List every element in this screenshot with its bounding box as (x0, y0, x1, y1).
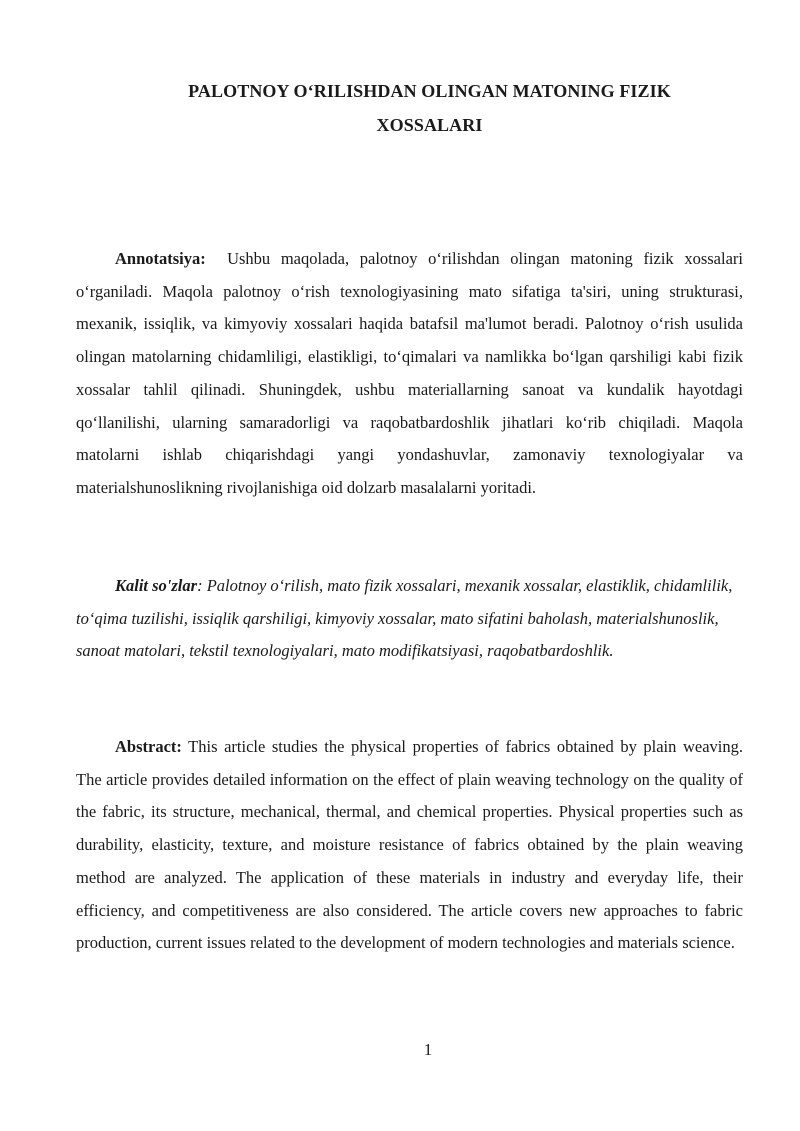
title-line-2: XOSSALARI (376, 115, 483, 135)
page-number: 1 (423, 1040, 433, 1059)
keywords-label: Kalit so'zlar (115, 576, 198, 595)
page-title (76, 74, 743, 142)
annotation-label: Annotatsiya: (115, 249, 206, 268)
abstract-paragraph (76, 731, 743, 960)
annotation-paragraph (76, 243, 748, 505)
keywords-text: : Palotnoy o‘rilish, mato fizik xossalari, mexanik xossalar, elastiklik, chidamlilik, to‘qima tuzilishi, issiqlik qarshiligi, kimyoviy xossalar, mato sifatini baholash, materialshunoslik, sanoat matolari, tekstil texnologiyalari, mato modifikatsiyasi, raqobatbardoshlik. (76, 576, 733, 661)
keywords-paragraph (76, 570, 743, 668)
abstract-label: Abstract: (115, 737, 182, 756)
title-line-1: PALOTNOY O‘RILISHDAN OLINGAN MATONING FIZIK (188, 81, 671, 101)
abstract-text: This article studies the physical properties of fabrics obtained by plain weaving. The article provides detailed information on the effect of plain weaving technology on the quality of the fabric, its structure, mechanical, thermal, and chemical properties. Physical properties such as durability, elasticity, texture, and moisture resistance of fabrics obtained by the plain weaving method are analyzed. The application of these materials in industry and everyday life, their efficiency, and competitiveness are also considered. The article covers new approaches to fabric production, current issues related to the development of modern technologies and materials science. (76, 737, 743, 953)
annotation-text: Ushbu maqolada, palotnoy o‘rilishdan olingan matoning fizik xossalari o‘rganiladi. Maqola palotnoy o‘rish texnologiyasining mato sifatiga ta'siri, uning strukturasi, mexanik, issiqlik, va kimyoviy xossalari haqida batafsil ma'lumot beradi. Palotnoy o‘rish usulida olingan matolarning chidamliligi, elastikligi, to‘qimalari va namlikka bo‘lgan qarshiligi kabi fizik xossalar tahlil qilinadi. Shuningdek, ushbu materiallarning sanoat va kundalik hayotdagi qo‘llanilishi, ularning samaradorligi va raqobatbardoshlik jihatlari ko‘rib chiqiladi. Maqola matolarni ishlab chiqarishdagi yangi yondashuvlar, zamonaviy texnologiyalar va materialshunoslikning rivojlanishiga oid dolzarb masalalarni yoritadi. (76, 249, 748, 497)
